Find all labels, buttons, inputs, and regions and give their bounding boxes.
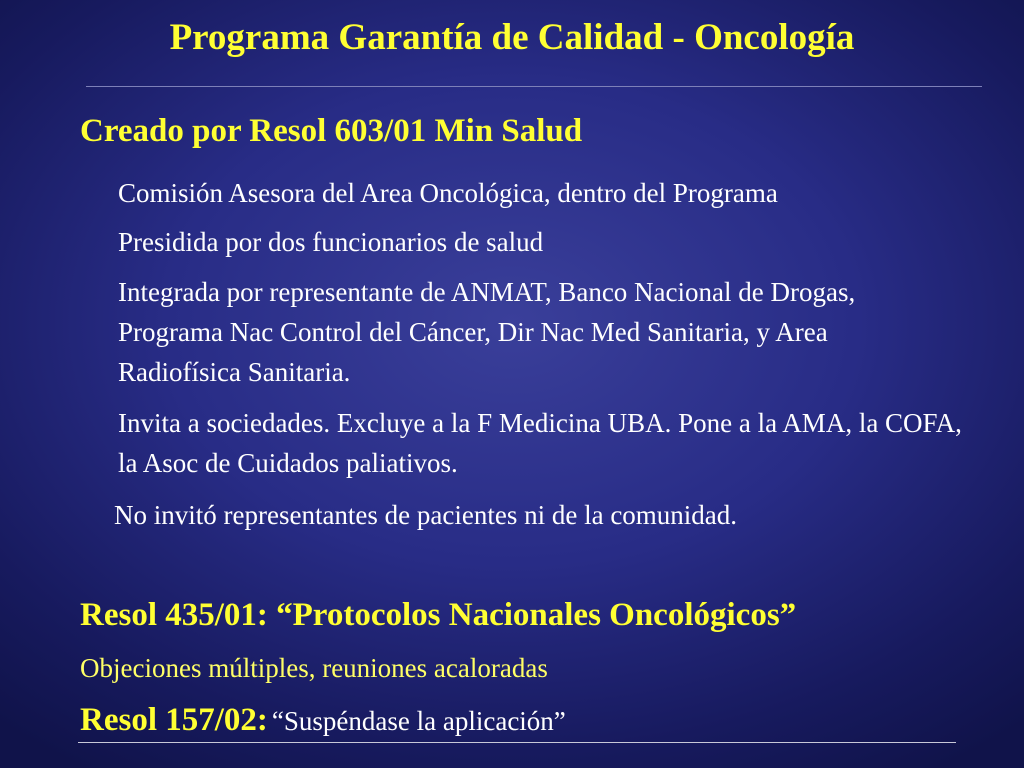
- section3-quote: “Suspéndase la aplicación”: [271, 706, 566, 736]
- section1-heading: Creado por Resol 603/01 Min Salud: [80, 113, 583, 149]
- section1-item-3: Integrada por representante de ANMAT, Banco Nacional de Drogas, Programa Nac Control del Cáncer, Dir Nac Med Sanitaria, y Area Radiofísica Sanitaria.: [118, 277, 856, 387]
- title-divider: [86, 86, 982, 87]
- section3-heading: Resol 157/02:: [80, 702, 268, 738]
- section1-item-5: No invitó representantes de pacientes ni de la comunidad.: [114, 500, 738, 530]
- section2-note: Objeciones múltiples, reuniones acaloradas: [80, 653, 548, 683]
- section1-item-4: Invita a sociedades. Excluye a la F Medicina UBA. Pone a la AMA, la COFA, la Asoc de Cuidados paliativos.: [118, 408, 962, 478]
- section3-line: [80, 701, 566, 741]
- section2-heading: Resol 435/01: “Protocolos Nacionales Oncológicos”: [80, 597, 797, 633]
- bottom-divider: [78, 742, 956, 743]
- section1-item-1: Comisión Asesora del Area Oncológica, dentro del Programa: [118, 178, 778, 208]
- section1-item-2: Presidida por dos funcionarios de salud: [118, 227, 544, 257]
- slide-title: Programa Garantía de Calidad - Oncología: [169, 17, 855, 58]
